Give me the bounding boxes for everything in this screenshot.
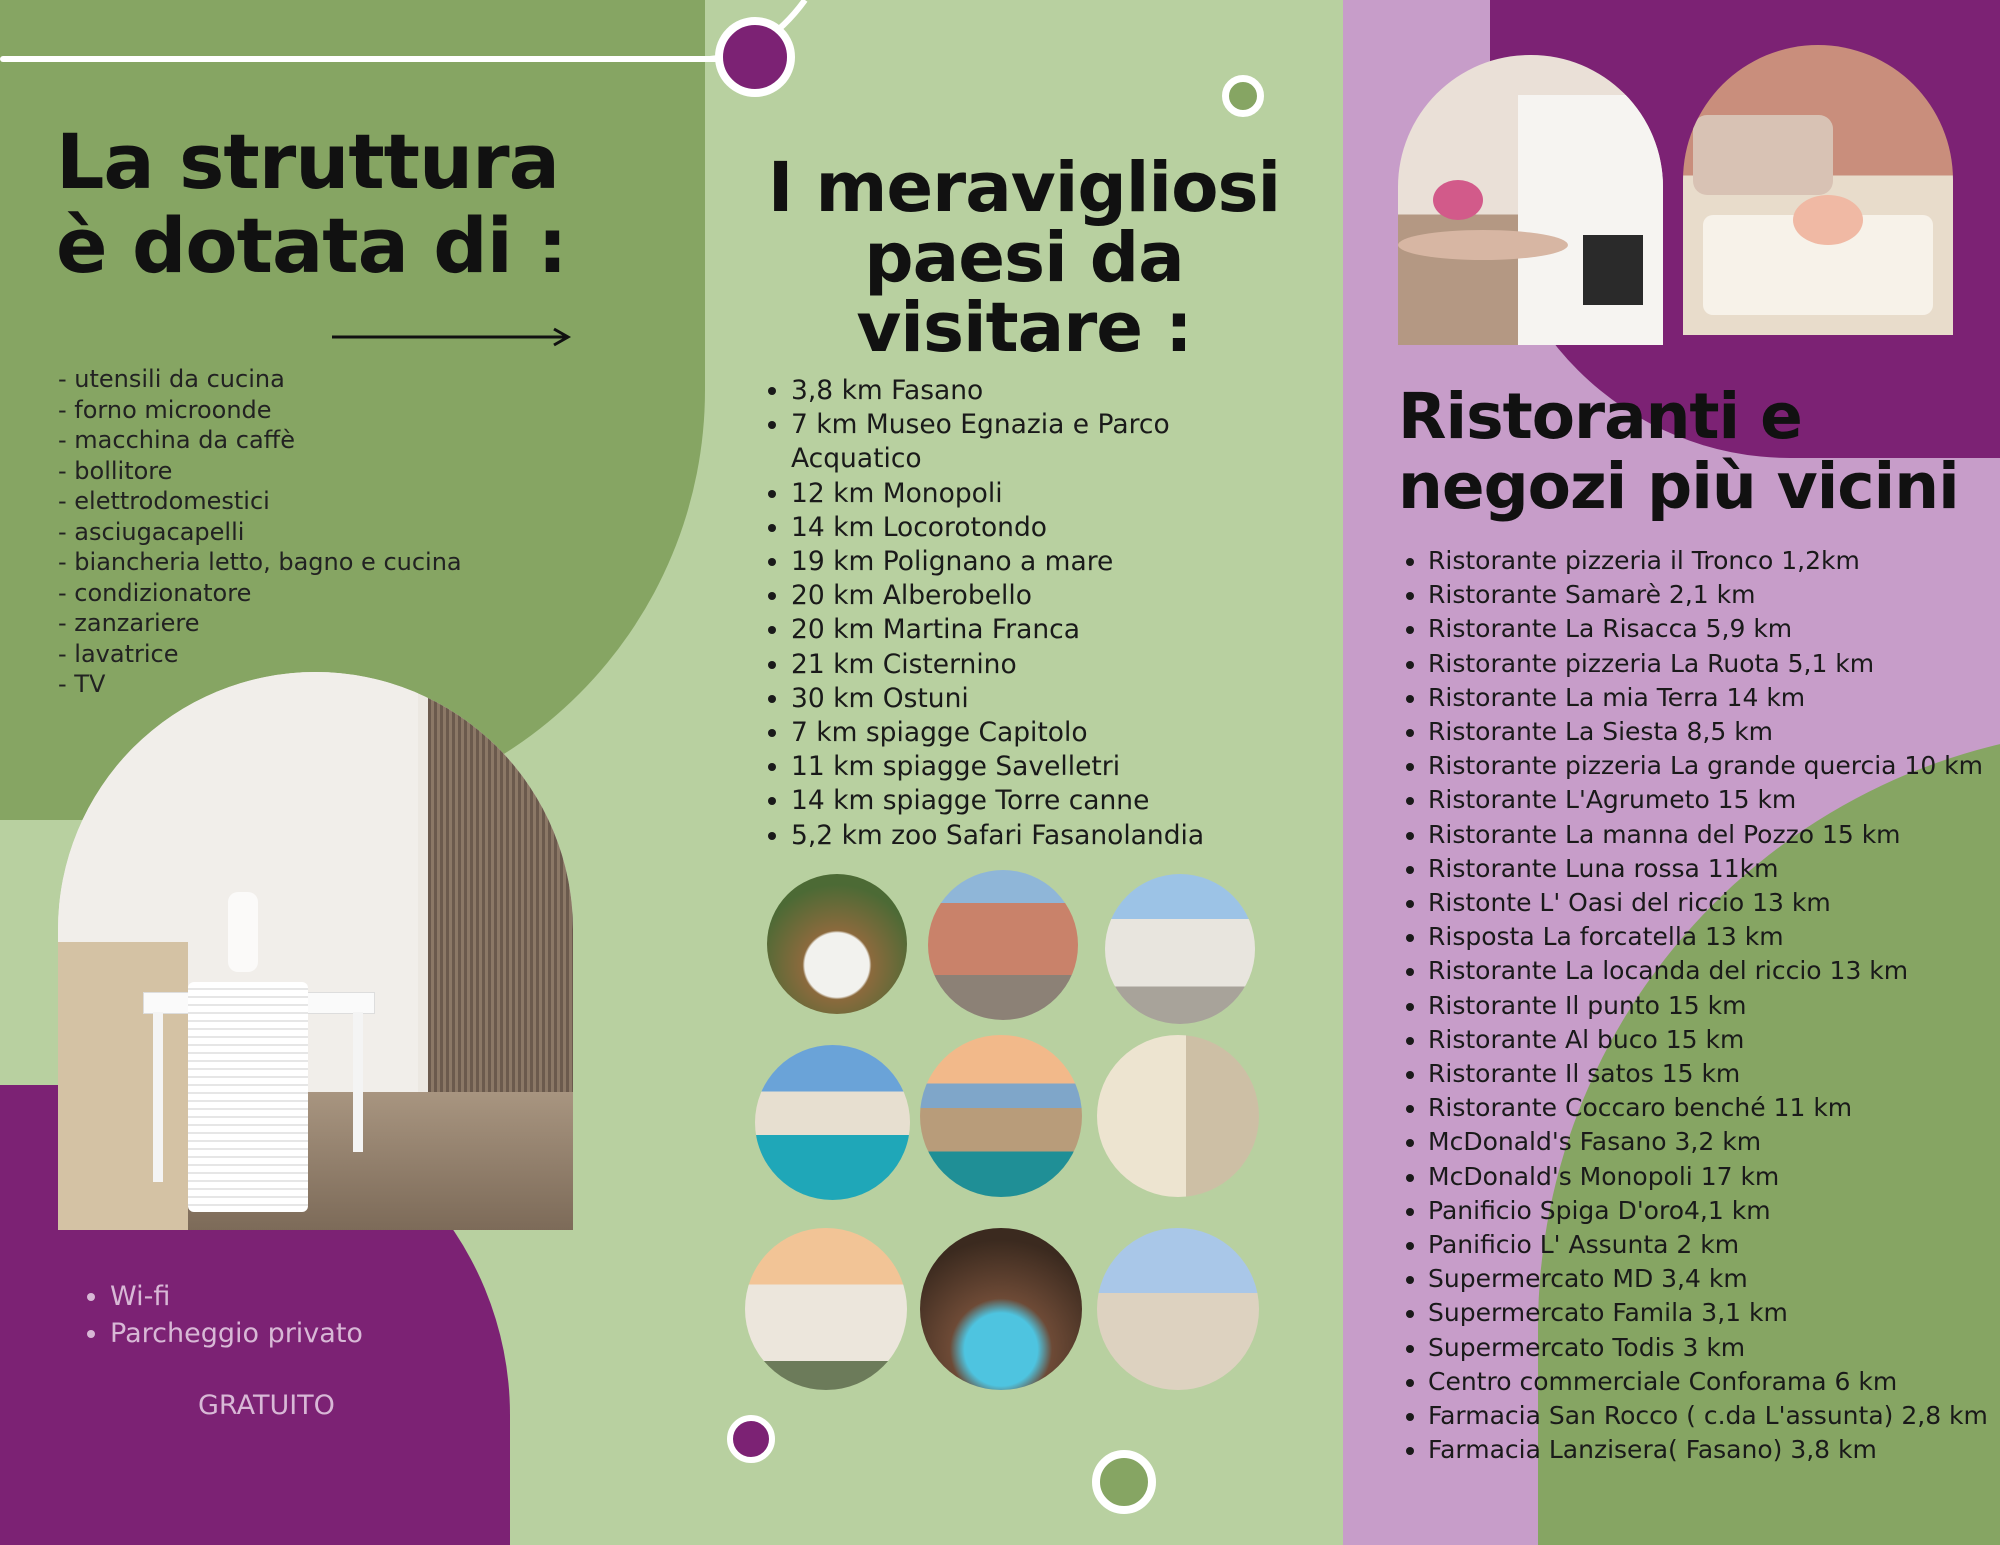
kitchen-flowers <box>1433 180 1483 220</box>
restaurants-title-line1: Ristoranti e <box>1398 380 1802 453</box>
restaurant-item: • Panificio L' Assunta 2 km <box>1428 1228 2000 1262</box>
places-title-line2: paesi da <box>864 218 1184 298</box>
amenity-item: - macchina da caffè <box>58 426 295 454</box>
service-item: • Wi-fi <box>110 1278 363 1315</box>
restaurant-item: • Ristorante pizzeria La Ruota 5,1 km <box>1428 647 2000 681</box>
amenity-item: - zanzariere <box>58 609 200 637</box>
amenity-item: - elettrodomestici <box>58 487 270 515</box>
places-list <box>759 374 1343 853</box>
alberobello-trulli-photo <box>1105 874 1255 1024</box>
ribbon-bow <box>1793 195 1863 245</box>
restaurant-item: • Ristorante La manna del Pozzo 15 km <box>1428 818 2000 852</box>
left-panel <box>0 0 705 1545</box>
restaurant-item: • Ristorante Il satos 15 km <box>1428 1057 2000 1091</box>
safari-jeep-photo <box>767 874 907 1014</box>
amenity-item: - lavatrice <box>58 639 179 668</box>
place-item: • 19 km Polignano a mare <box>791 545 1343 579</box>
patio-photo <box>58 672 573 1230</box>
place-item: • 11 km spiagge Savelletri <box>791 750 1343 784</box>
amenity-item: - forno microonde <box>58 395 272 424</box>
restaurant-item: • Ristorante Luna rossa 11km <box>1428 852 2000 886</box>
restaurant-item: • Farmacia San Rocco ( c.da L'assunta) 2,8 km <box>1428 1399 2000 1433</box>
green-dot <box>1092 1450 1156 1514</box>
table-leg <box>353 1012 363 1152</box>
restaurant-item: • Ristorante pizzeria La grande quercia 10 km <box>1428 749 2000 783</box>
ostuni-town-photo <box>745 1228 907 1390</box>
fasano-square-photo <box>928 870 1078 1020</box>
castellana-caves-photo <box>920 1228 1082 1390</box>
amenity-item: - biancheria letto, bagno e cucina <box>58 548 462 576</box>
amenity-item: - asciugacapelli <box>58 517 245 546</box>
place-item: • 3,8 km Fasano <box>791 374 1343 408</box>
purple-dot <box>727 1415 775 1463</box>
restaurants-title-line2: negozi più vicini <box>1398 450 1959 523</box>
places-title-line3: visitare : <box>856 288 1192 368</box>
stone-column <box>58 942 188 1230</box>
vase <box>228 892 258 972</box>
place-item: • 21 km Cisternino <box>791 648 1343 682</box>
cisternino-street-photo <box>1097 1035 1259 1197</box>
restaurant-item: • Ristorante L'Agrumeto 15 km <box>1428 783 2000 817</box>
places-title-line1: I meravigliosi <box>767 148 1281 228</box>
place-item: • 14 km spiagge Torre canne <box>791 784 1343 818</box>
amenity-item: - bollitore <box>58 456 173 485</box>
amenities-title <box>56 117 567 290</box>
monopoli-harbour-photo <box>755 1045 910 1200</box>
linen-photo <box>1683 45 1953 335</box>
middle-panel <box>705 0 1343 1545</box>
egnazia-terrace-photo <box>1097 1228 1259 1390</box>
restaurant-item: • Supermercato Todis 3 km <box>1428 1331 2000 1365</box>
services-list <box>78 1278 363 1352</box>
green-dot <box>1222 75 1264 117</box>
place-item: • 20 km Martina Franca <box>791 613 1343 647</box>
restaurant-item: • Ristorante Coccaro benché 11 km <box>1428 1091 2000 1125</box>
top-line <box>0 56 705 62</box>
white-chair <box>188 982 308 1212</box>
polignano-cliffs-photo <box>920 1035 1082 1197</box>
place-item: • 14 km Locorotondo <box>791 511 1343 545</box>
place-item: • 20 km Alberobello <box>791 579 1343 613</box>
amenities-title-line1: La struttura <box>56 117 559 206</box>
free-label: GRATUITO <box>198 1390 335 1421</box>
restaurant-item: • Supermercato MD 3,4 km <box>1428 1262 2000 1296</box>
right-panel <box>1343 0 2000 1545</box>
amenity-item: - utensili da cucina <box>58 365 285 393</box>
restaurant-item: • Ristorante pizzeria il Tronco 1,2km <box>1428 544 2000 578</box>
kitchen-oven <box>1583 235 1643 305</box>
bamboo-curtain <box>428 692 573 1092</box>
kitchen-table <box>1398 230 1568 260</box>
restaurant-item: • Panificio Spiga D'oro4,1 km <box>1428 1194 2000 1228</box>
restaurant-item: • Risposta La forcatella 13 km <box>1428 920 2000 954</box>
arrow-right-icon <box>330 325 580 349</box>
restaurant-item: • Centro commerciale Conforama 6 km <box>1428 1365 2000 1399</box>
restaurant-item: • Farmacia Lanzisera( Fasano) 3,8 km <box>1428 1433 2000 1467</box>
service-item: • Parcheggio privato <box>110 1315 363 1352</box>
restaurant-item: • McDonald's Monopoli 17 km <box>1428 1160 2000 1194</box>
place-item: • 7 km spiagge Capitolo <box>791 716 1343 750</box>
restaurant-item: • Ristonte L' Oasi del riccio 13 km <box>1428 886 2000 920</box>
restaurant-item: • Supermercato Famila 3,1 km <box>1428 1296 2000 1330</box>
restaurant-item: • Ristorante La mia Terra 14 km <box>1428 681 2000 715</box>
kitchen-cabinets <box>1518 95 1663 345</box>
table-leg <box>153 1012 163 1182</box>
amenities-list <box>58 364 462 700</box>
restaurants-list <box>1398 544 2000 1467</box>
restaurant-item: • Ristorante La locanda del riccio 13 km <box>1428 954 2000 988</box>
kitchen-photo <box>1398 55 1663 345</box>
restaurant-item: • Ristorante La Risacca 5,9 km <box>1428 612 2000 646</box>
amenities-title-line2: è dotata di : <box>56 201 567 290</box>
restaurant-item: • Ristorante Il punto 15 km <box>1428 989 2000 1023</box>
restaurant-item: • McDonald's Fasano 3,2 km <box>1428 1125 2000 1159</box>
restaurant-item: • Ristorante Al buco 15 km <box>1428 1023 2000 1057</box>
floral-pillow <box>1693 115 1833 195</box>
places-title <box>705 148 1343 368</box>
restaurants-title <box>1398 382 1959 522</box>
purple-dot <box>715 17 795 97</box>
restaurant-item: • Ristorante La Siesta 8,5 km <box>1428 715 2000 749</box>
place-item: • 7 km Museo Egnazia e Parco Acquatico <box>791 408 1211 476</box>
amenity-item: - condizionatore <box>58 578 252 607</box>
place-item: • 12 km Monopoli <box>791 477 1343 511</box>
place-item: • 30 km Ostuni <box>791 682 1343 716</box>
place-item: • 5,2 km zoo Safari Fasanolandia <box>791 819 1343 853</box>
restaurant-item: • Ristorante Samarè 2,1 km <box>1428 578 2000 612</box>
